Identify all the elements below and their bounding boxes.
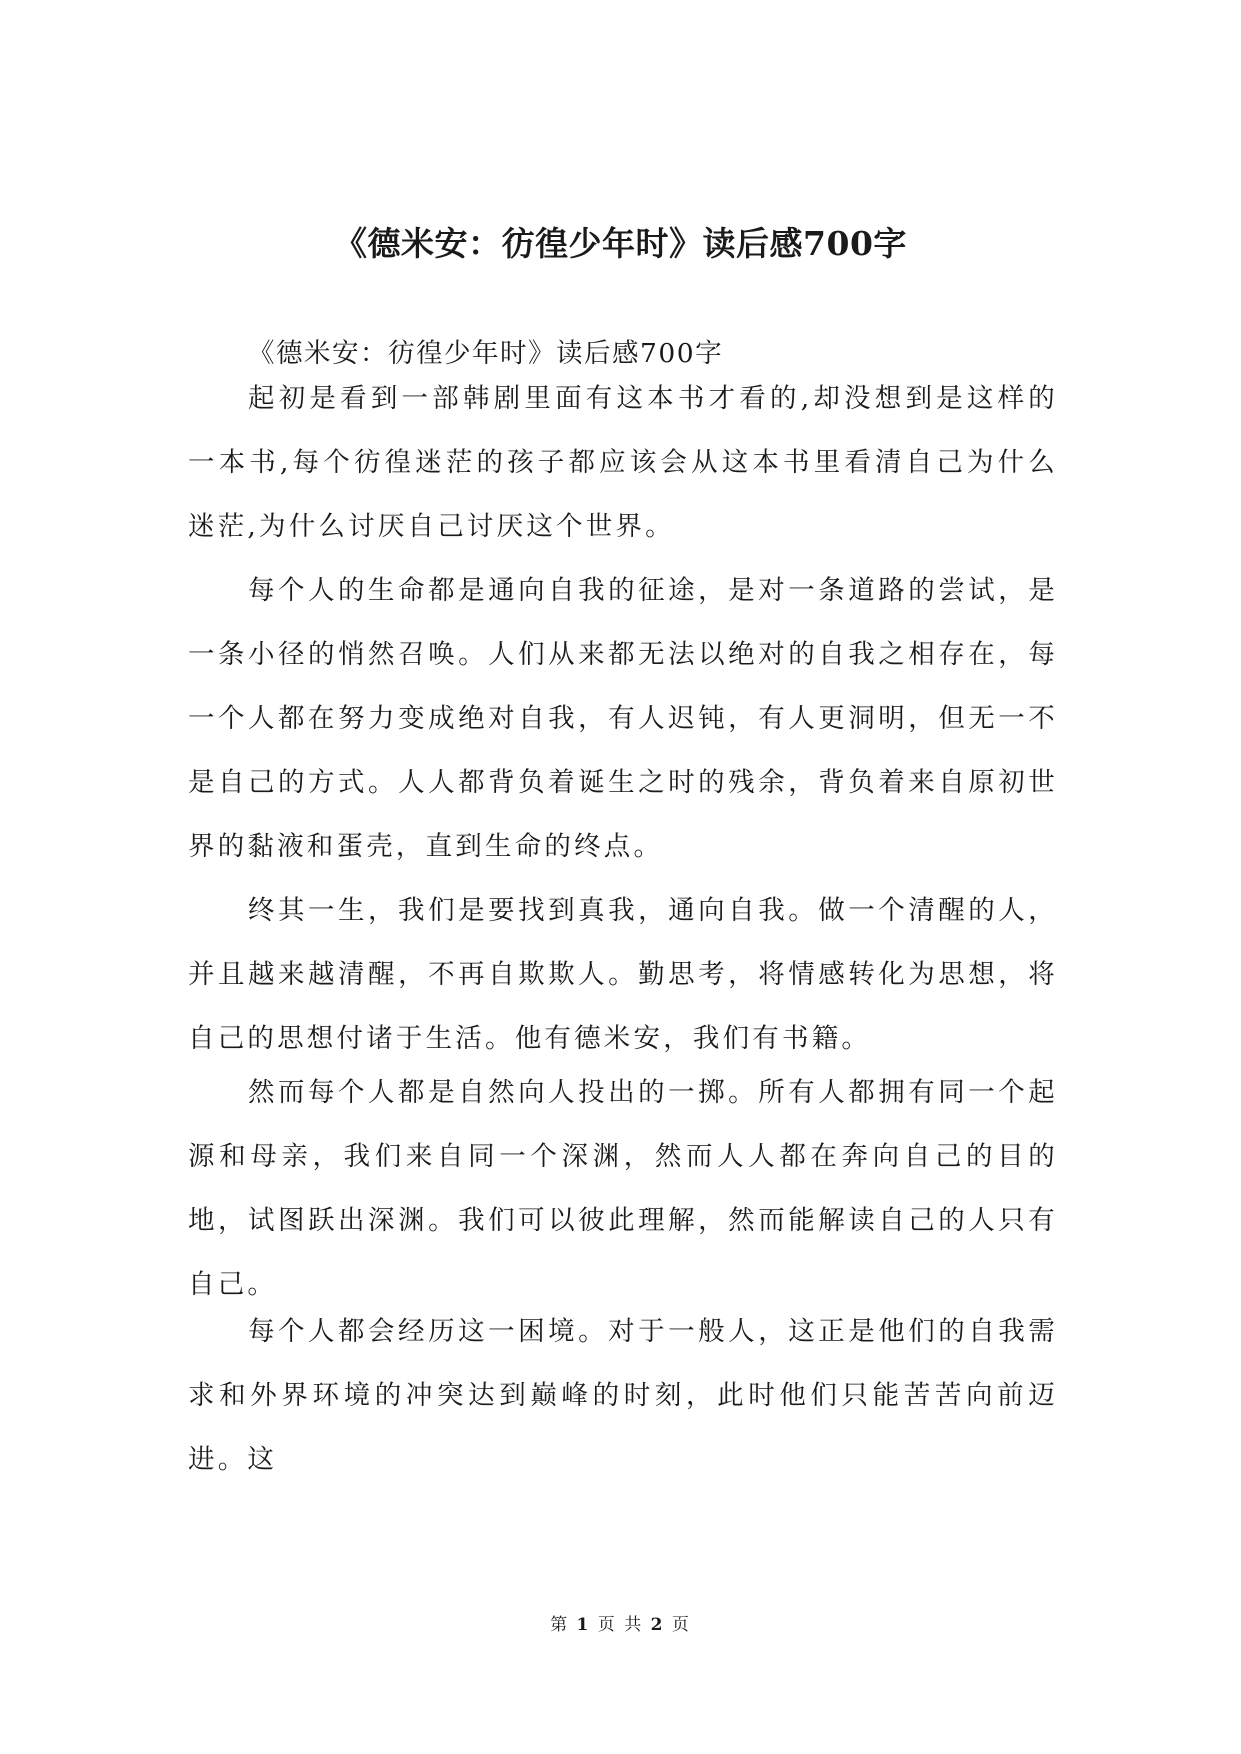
page-footer [0, 1610, 1241, 1635]
paragraph-2: 每个人的生命都是通向自我的征途，是对一条道路的尝试，是一条小径的悄然召唤。人们从来都无法以绝对的自我之相存在，每一个人都在努力变成绝对自我，有人迟钝，有人更洞明，但无一不是自己的方式。人人都背负着诞生之时的残余，背负着来自原初世界的黏液和蛋壳，直到生命的终点。 [188, 575, 1058, 862]
footer-current-page: 1 [576, 1615, 591, 1635]
paragraph-5: 每个人都会经历这一困境。对于一般人，这正是他们的自我需求和外界环境的冲突达到巅峰的时刻，此时他们只能苦苦向前迈进。这 [188, 1316, 1058, 1475]
paragraph-group-1 [188, 367, 1058, 1071]
paragraph-1: 起初是看到一部韩剧里面有这本书才看的,却没想到是这样的一本书,每个彷徨迷茫的孩子都应该会从这本书里看清自己为什么迷茫,为什么讨厌自己讨厌这个世界。 [188, 383, 1058, 542]
footer-prefix: 第 [550, 1615, 570, 1635]
document-title: 《德米安：彷徨少年时》读后感700字 [334, 224, 907, 263]
footer-middle: 页 共 [597, 1615, 644, 1635]
document-subtitle: 《德米安：彷徨少年时》读后感700字 [248, 338, 724, 369]
paragraph-3: 终其一生，我们是要找到真我，通向自我。做一个清醒的人，并且越来越清醒，不再自欺欺人。勤思考，将情感转化为思想，将自己的思想付诸于生活。他有德米安，我们有书籍。 [188, 895, 1058, 1054]
paragraph-group-2 [188, 1061, 1058, 1317]
paragraph-4: 然而每个人都是自然向人投出的一掷。所有人都拥有同一个起源和母亲，我们来自同一个深渊，然而人人都在奔向自己的目的地，试图跃出深渊。我们可以彼此理解，然而能解读自己的人只有自己。 [188, 1077, 1058, 1300]
paragraph-group-3 [188, 1300, 1058, 1492]
footer-total-pages: 2 [650, 1615, 665, 1635]
footer-suffix: 页 [671, 1615, 691, 1635]
